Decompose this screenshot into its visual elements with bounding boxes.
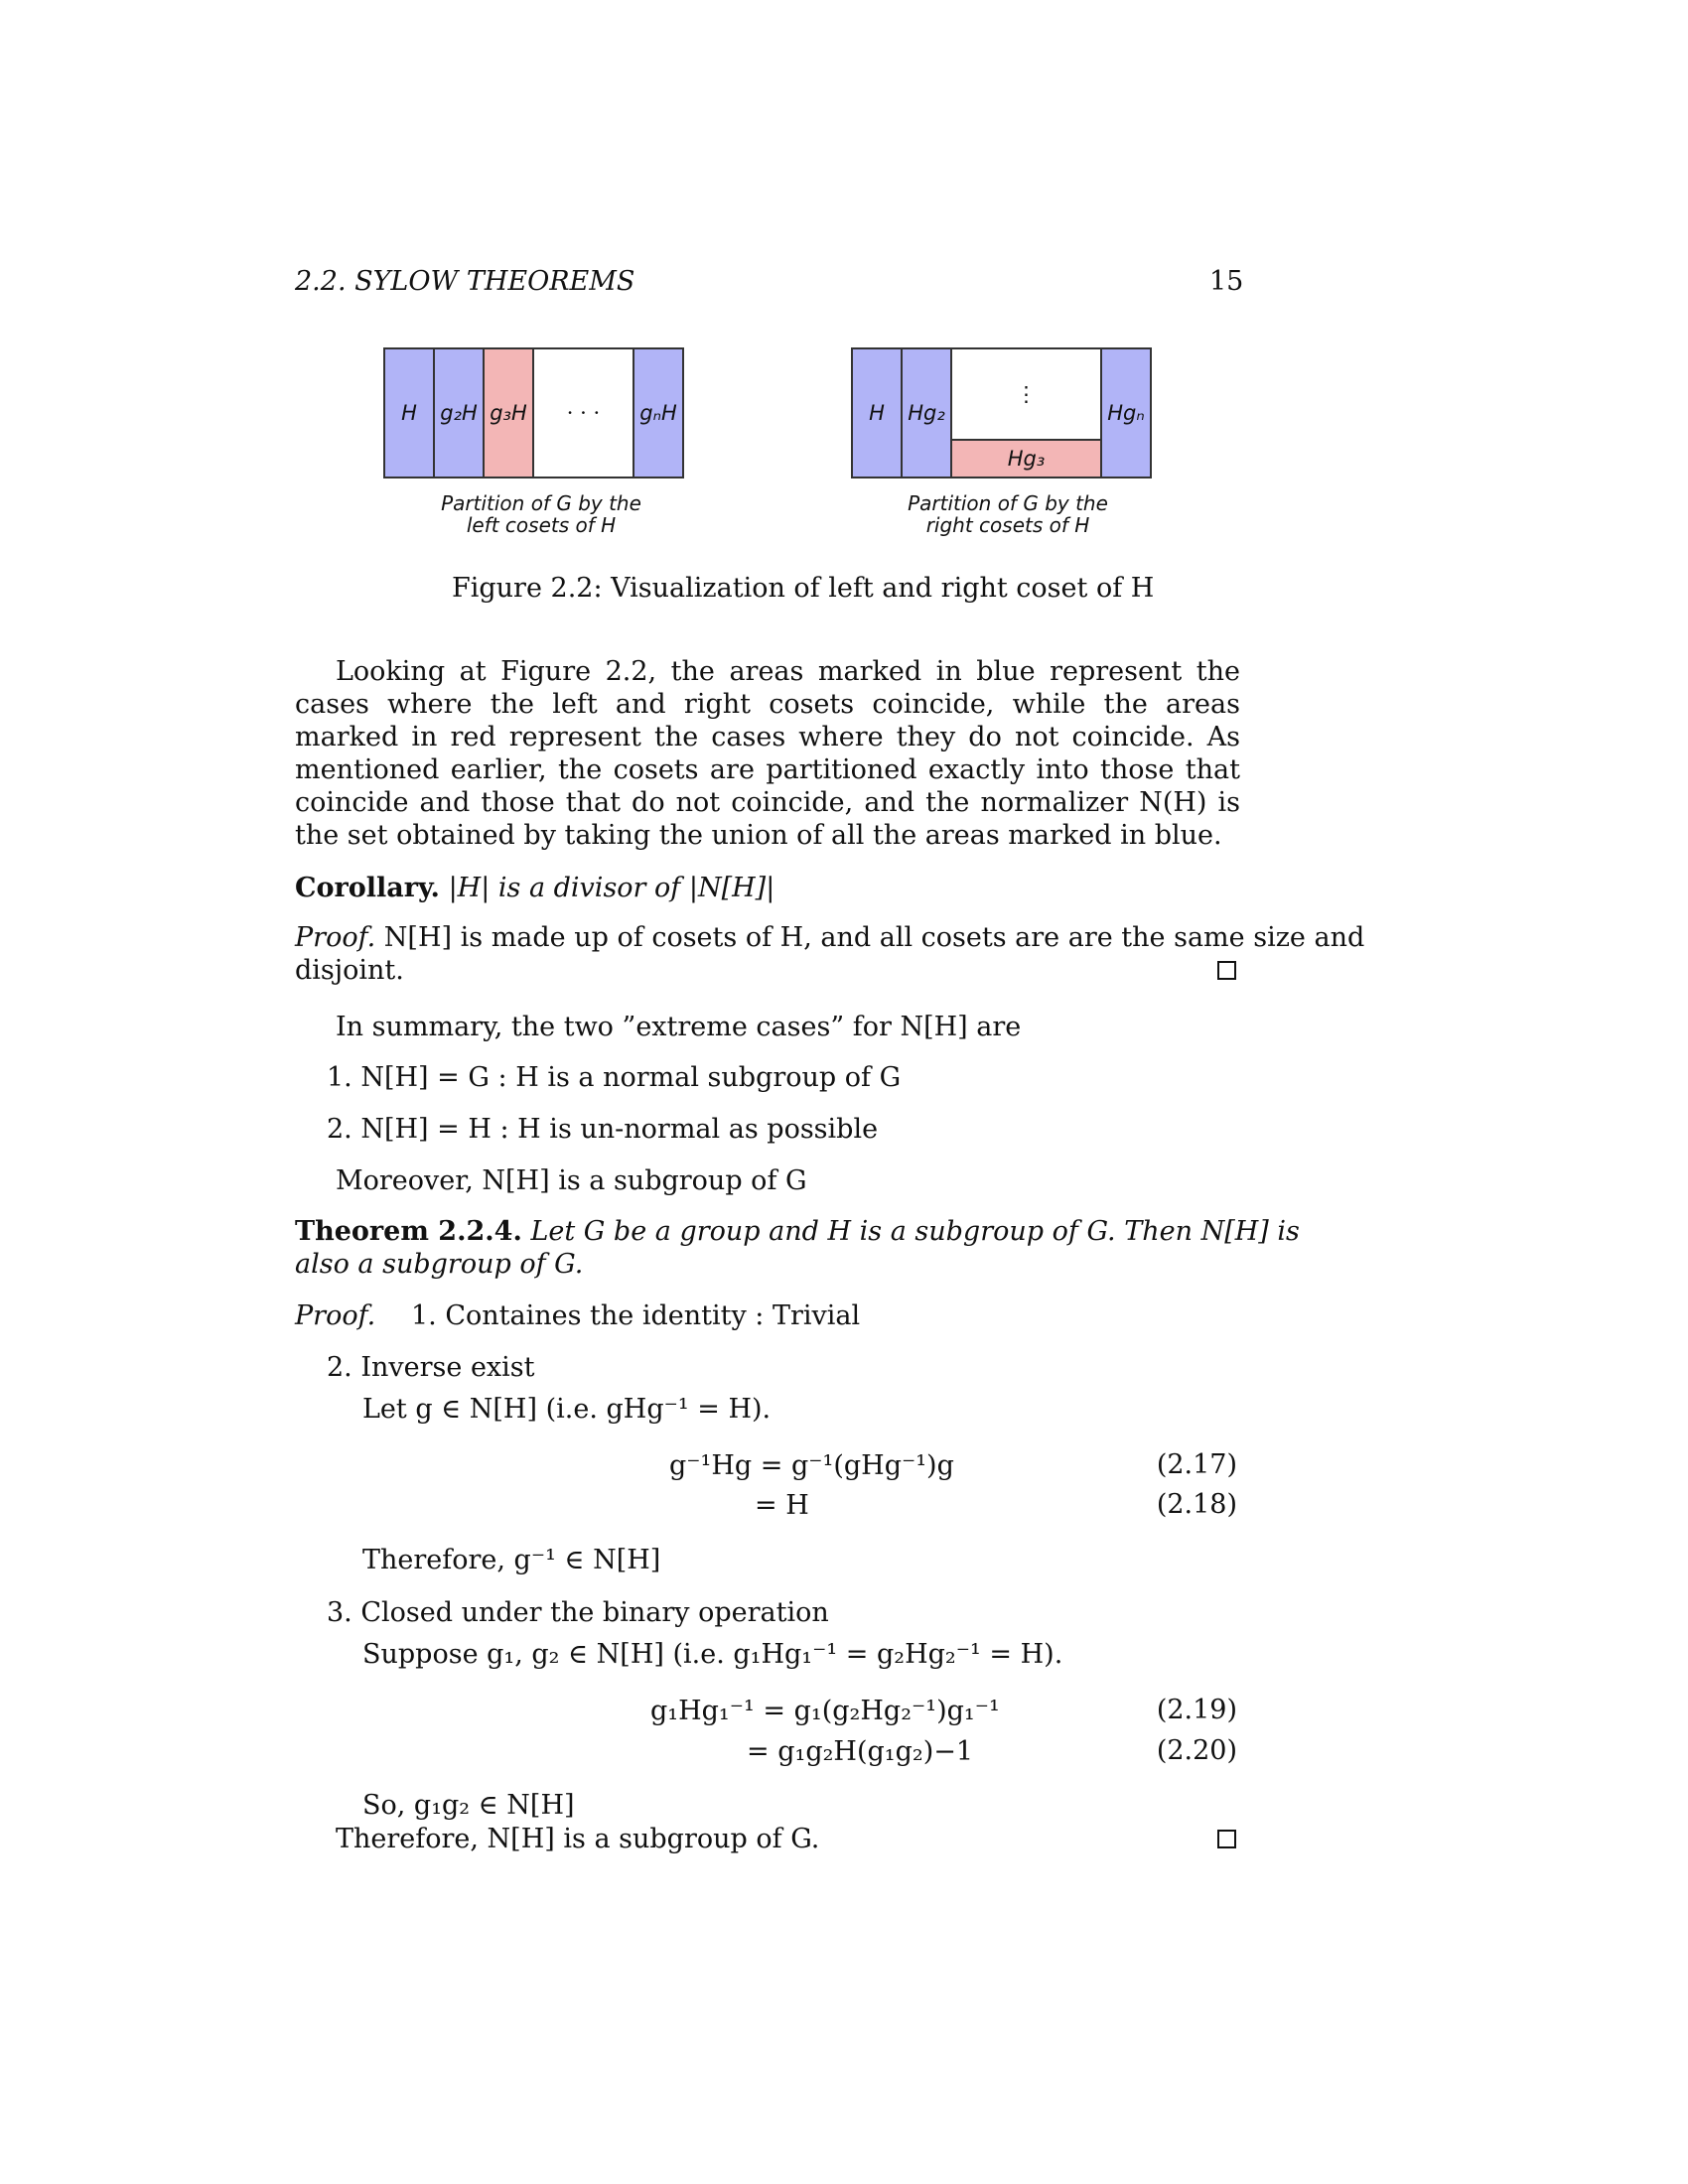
corollary-proof-cont: disjoint. — [295, 955, 404, 986]
summary-text: In summary, the two ”extreme cases” for N[H] are — [336, 1012, 1022, 1042]
theorem-proof-label: Proof. — [295, 1300, 376, 1331]
proof-step-3-so: So, g₁g₂ ∈ N[H] — [362, 1790, 575, 1821]
left-diagram-caption: Partition of G by the left cosets of H — [441, 491, 641, 537]
equation-2-19-number: (2.19) — [1156, 1695, 1237, 1725]
equation-2-19: g₁Hg₁⁻¹ = g₁(g₂Hg₂⁻¹)g₁⁻¹ — [650, 1696, 1000, 1726]
proof-step-3-suppose: Suppose g₁, g₂ ∈ N[H] (i.e. g₁Hg₁⁻¹ = g₂Hg₂⁻¹ = H). — [362, 1639, 1063, 1670]
figure-caption: Figure 2.2: Visualization of left and right coset of H — [452, 573, 1155, 604]
theorem-2-2-4-cont: also a subgroup of G. — [295, 1249, 584, 1280]
left-cell-g3h: g₃H — [483, 347, 534, 478]
equation-2-18: = H — [755, 1490, 809, 1521]
equation-2-17-number: (2.17) — [1156, 1449, 1237, 1480]
body-paragraph: Looking at Figure 2.2, the areas marked in blue represent the cases where the left and right cosets coincide, while the areas marked in red represent the cases where they do not coincide. As mentioned earlier, the cosets are partitioned exactly into those that coincide and those that do not coincide, and the normalizer N(H) is the set obtained by taking the union of all the areas marked in blue. — [295, 656, 1240, 851]
corollary-proof: Proof. N[H] is made up of cosets of H, and all cosets are are the same size and — [295, 922, 1365, 953]
extreme-case-2: 2. N[H] = H : H is un-normal as possible — [327, 1114, 879, 1145]
proof-step-2: 2. Inverse exist — [327, 1352, 535, 1383]
qed-symbol — [1217, 961, 1236, 980]
right-cell-vdots: ⋮ — [950, 347, 1102, 441]
right-diagram-caption: Partition of G by the right cosets of H — [908, 491, 1108, 537]
extreme-case-1: 1. N[H] = G : H is a normal subgroup of G — [327, 1062, 902, 1093]
equation-2-18-number: (2.18) — [1156, 1489, 1237, 1520]
right-cell-hg2: Hg₂ — [901, 347, 952, 478]
qed-symbol-2 — [1217, 1830, 1236, 1848]
proof-step-2-let: Let g ∈ N[H] (i.e. gHg⁻¹ = H). — [362, 1394, 772, 1425]
theorem-2-2-4: Theorem 2.2.4. Let G be a group and H is a subgroup of G. Then N[H] is — [295, 1216, 1300, 1247]
left-cell-ellipsis: · · · — [532, 347, 634, 478]
proof-conclusion: Therefore, N[H] is a subgroup of G. — [336, 1824, 820, 1854]
proof-step-1: 1. Containes the identity : Trivial — [411, 1300, 861, 1331]
running-title: 2.2. SYLOW THEOREMS — [295, 266, 635, 297]
proof-step-3: 3. Closed under the binary operation — [327, 1597, 829, 1628]
left-cell-h: H — [383, 347, 435, 478]
right-cell-hgn: Hgₙ — [1100, 347, 1152, 478]
moreover-text: Moreover, N[H] is a subgroup of G — [336, 1165, 807, 1196]
equation-2-17: g⁻¹Hg = g⁻¹(gHg⁻¹)g — [669, 1450, 954, 1481]
left-cell-g2h: g₂H — [433, 347, 485, 478]
corollary: Corollary. |H| is a divisor of |N[H]| — [295, 873, 775, 903]
proof-step-2-therefore: Therefore, g⁻¹ ∈ N[H] — [362, 1545, 661, 1575]
right-cell-h: H — [851, 347, 903, 478]
equation-2-20: = g₁g₂H(g₁g₂)−1 — [747, 1736, 974, 1767]
equation-2-20-number: (2.20) — [1156, 1735, 1237, 1766]
page-number: 15 — [1209, 266, 1244, 297]
right-cell-hg3: Hg₃ — [950, 439, 1102, 478]
left-cell-gnh: gₙH — [633, 347, 684, 478]
